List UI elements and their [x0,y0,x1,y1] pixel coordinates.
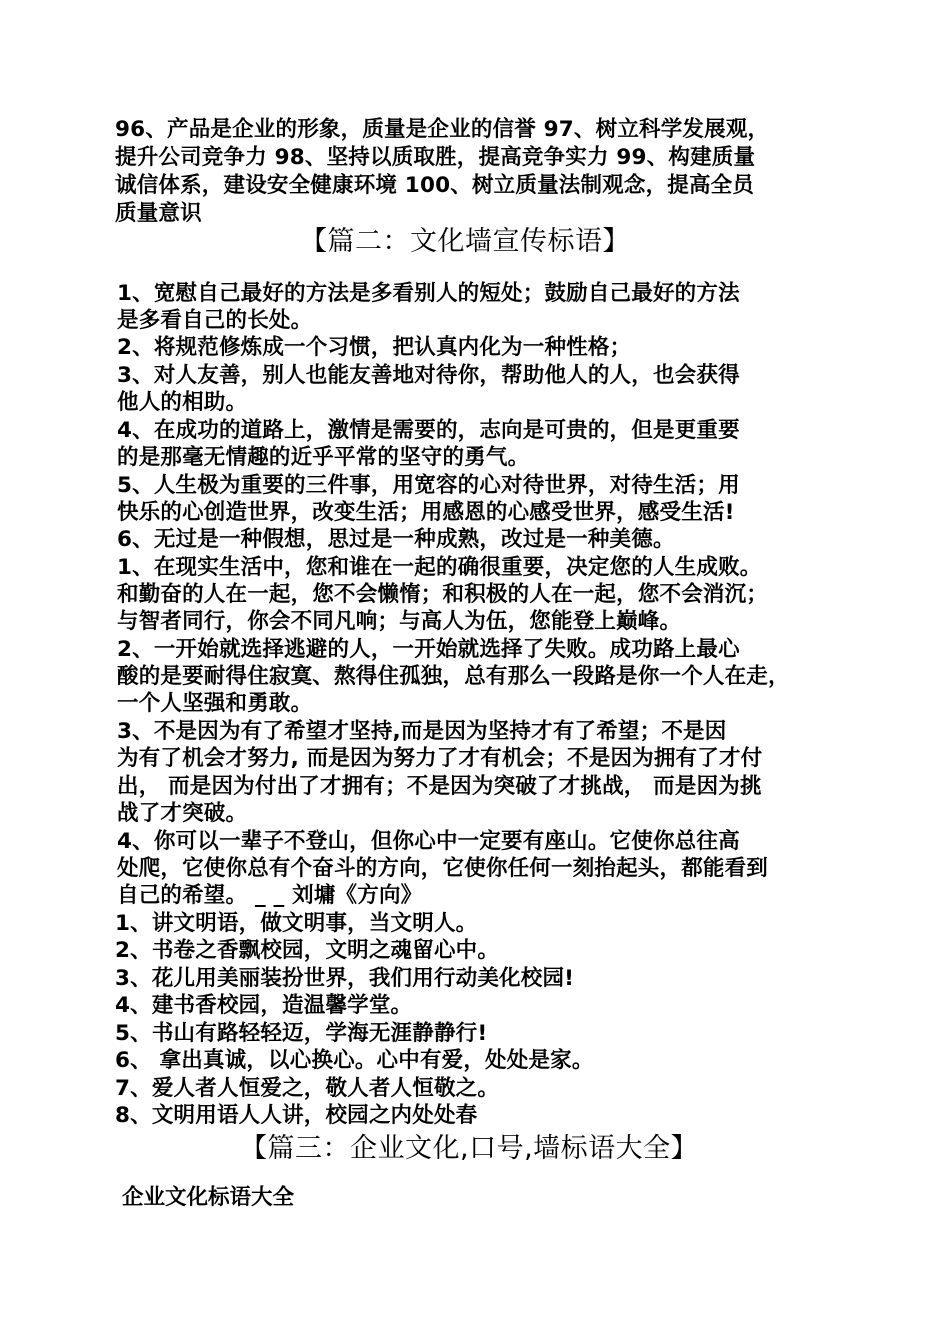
section2-line: 3、对人友善，别人也能友善地对待你，帮助他人的人，也会获得 [117,363,740,388]
campus-slogan: 3、花儿用美丽装扮世界，我们用行动美化校园! [115,966,575,991]
intro-line-4: 质量意识 [115,201,202,226]
section2-line: 为有了机会才努力, 而是因为努力了才有机会；不是因为拥有了才付 [117,746,763,771]
section2-line: 自己的希望。 _ _ 刘墉《方向》 [117,883,423,908]
section2-line: 1、在现实生活中，您和谁在一起的确很重要，决定您的人生成败。 [117,555,762,580]
section2-line: 是多看自己的长处。 [117,308,313,333]
section2-line: 4、在成功的道路上，激情是需要的，志向是可贵的，但是更重要 [117,418,740,443]
campus-slogan: 5、书山有路轻轻迈，学海无涯静静行! [115,1021,488,1046]
intro-line-2: 提升公司竞争力 98、坚持以质取胜，提高竞争实力 99、构建质量 [115,145,756,170]
campus-slogan: 7、爱人者人恒爱之，敬人者人恒敬之。 [115,1076,500,1101]
intro-line-3: 诚信体系，建设安全健康环境 100、树立质量法制观念，提高全员 [115,173,755,198]
section2-line: 出， 而是因为付出了才拥有；不是因为突破了才挑战， 而是因为挑 [117,774,762,799]
section2-line: 和勤奋的人在一起，您不会懒惰；和积极的人在一起，您不会消沉； [117,582,769,607]
section2-line: 6、无过是一种假想，思过是一种成熟，改过是一种美德。 [117,527,675,552]
section2-line: 酸的是要耐得住寂寞、熬得住孤独，总有那么一段路是你一个人在走， [117,664,790,689]
section3-subheading: 企业文化标语大全 [122,1185,295,1210]
campus-slogan: 6、 拿出真诚，以心换心。心中有爱，处处是家。 [115,1048,594,1073]
section2-line: 4、你可以一辈子不登山，但你心中一定要有座山。它使你总往高 [117,829,740,854]
section2-line: 战了才突破。 [117,801,248,826]
section2-line: 他人的相助。 [117,390,248,415]
section2-line: 1、宽慰自己最好的方法是多看别人的短处；鼓励自己最好的方法 [117,281,740,306]
campus-slogan: 8、文明用语人人讲，校园之内处处春 [115,1103,478,1128]
intro-line-1: 96、产品是企业的形象，质量是企业的信誉 97、树立科学发展观， [115,117,770,142]
section2-line: 5、人生极为重要的三件事，用宽容的心对待世界，对待生活；用 [117,473,740,498]
campus-slogan: 1、讲文明语，做文明事，当文明人。 [115,911,478,936]
campus-slogan: 2、书卷之香飘校园，文明之魂留心中。 [115,938,500,963]
section2-heading: 【篇二：文化墙宣传标语】 [300,226,630,257]
section2-line: 处爬，它使你总有个奋斗的方向，它使你任何一刻抬起头，都能看到 [117,856,769,881]
section3-heading: 【篇三：企业文化,口号,墙标语大全】 [240,1133,699,1164]
section2-line: 2、将规范修炼成一个习惯，把认真内化为一种性格； [117,335,632,360]
section2-line: 2、一开始就选择逃避的人，一开始就选择了失败。成功路上最心 [117,637,740,662]
section2-line: 与智者同行，你会不同凡响；与高人为伍，您能登上巅峰。 [117,609,682,634]
section2-line: 快乐的心创造世界，改变生活；用感恩的心感受世界，感受生活! [117,500,735,525]
section2-line: 一个人坚强和勇敢。 [117,691,313,716]
section2-line: 3、不是因为有了希望才坚持,而是因为坚持才有了希望；不是因 [117,719,727,744]
campus-slogan: 4、建书香校园，造温馨学堂。 [115,993,413,1018]
section2-line: 的是那毫无情趣的近乎平常的坚守的勇气。 [117,445,530,470]
